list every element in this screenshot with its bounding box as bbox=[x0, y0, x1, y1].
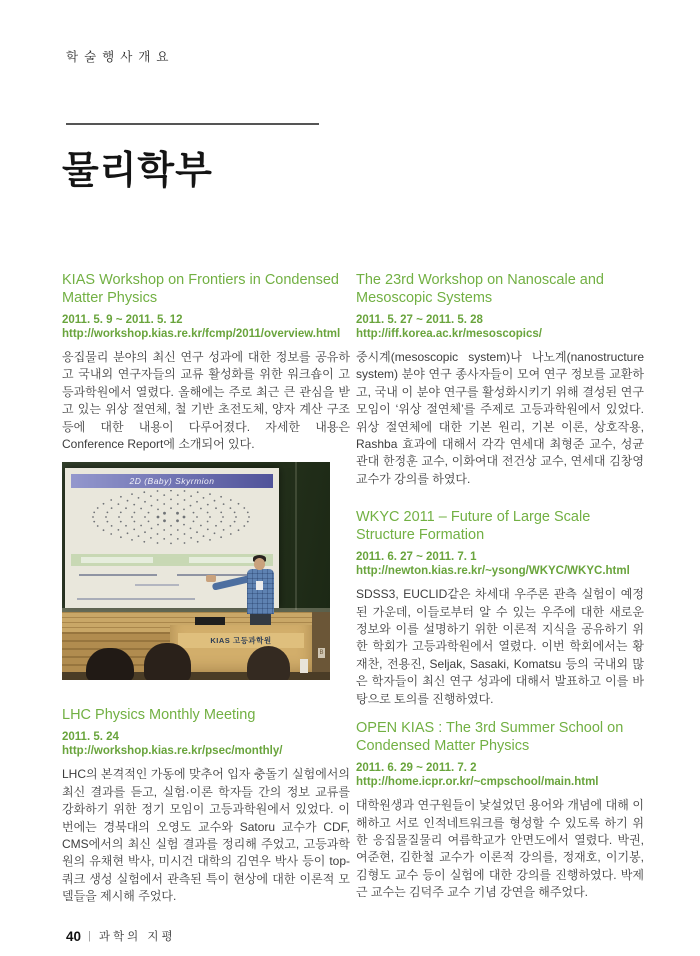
section-title: 물리학부 bbox=[62, 150, 213, 192]
footer-separator: | bbox=[88, 930, 91, 942]
slide-equation-line bbox=[135, 584, 179, 586]
article-url-link[interactable]: http://workshop.kias.re.kr/psec/monthly/ bbox=[62, 745, 283, 758]
audience-head bbox=[247, 646, 290, 680]
audience-head bbox=[86, 648, 134, 680]
article-date: 2011. 6. 27 ~ 2011. 7. 1 bbox=[356, 551, 477, 564]
article-nanoscale-workshop bbox=[356, 271, 644, 488]
slide-equation-line bbox=[79, 574, 157, 576]
speaker-torso bbox=[247, 569, 274, 614]
article-url-link[interactable]: http://newton.kias.re.kr/~ysong/WKYC/WKYC.html bbox=[356, 565, 630, 578]
article-title: The 23rd Workshop on Nanoscale and Mesoscopic Systems bbox=[356, 272, 604, 306]
speaker-hand bbox=[206, 575, 216, 582]
article-date: 2011. 6. 29 ~ 2011. 7. 2 bbox=[356, 762, 477, 775]
article-lhc-meeting bbox=[62, 706, 350, 905]
side-door bbox=[312, 612, 330, 680]
page-footer bbox=[66, 928, 176, 944]
page-number: 40 bbox=[66, 928, 82, 944]
kicker-label: 학술행사개요 bbox=[66, 50, 175, 64]
article-date: 2011. 5. 24 bbox=[62, 731, 119, 744]
divider-rule bbox=[66, 123, 319, 125]
article-date: 2011. 5. 9 ~ 2011. 5. 12 bbox=[62, 314, 183, 326]
slide-title: 2D (Baby) Skyrmion bbox=[129, 476, 215, 487]
article-kias-workshop bbox=[62, 271, 350, 453]
article-date: 2011. 5. 27 ~ 2011. 5. 28 bbox=[356, 314, 483, 326]
article-title: WKYC 2011 – Future of Large Scale Structure Formation bbox=[356, 509, 591, 544]
article-body: 중시계(mesoscopic system)나 나노계(nanostructure system) 분야 연구 종사자들이 모여 연구 정보를 교환하고, 국내 이 분야 연구를 활성화시키기 위해 결성된 연구모임이 ‘위상 절연체’를 주제로 고등과학원에서 있었다. 위상 절연체에 대한 기본 원리, 기본 이론, 상호작용, Rashba 효과에 대해서 각각 연세대 최형준 교수, 성균관대 한정훈 교수, 이화여대 전건상 교수, 연세대 김창영 교수가 강의를 하였다. bbox=[356, 350, 644, 486]
article-body: SDSS3, EUCLID같은 차세대 우주론 관측 실험이 예정된 가운데, 이들로부터 알 수 있는 우주에 대한 새로운 정보와 이를 설명하기 위한 이론적 지식을 공유하기 위한 학회가 고등과학원에서 열렸다. 이번 학회에서는 황재찬, 전용진, Seljak, Sasaki, Komatsu 등의 국내외 많은 학자들이 최신 연구 성과에 대해서 발표하고 이를 바탕으로 토의를 진행하였다. bbox=[356, 587, 644, 706]
slide-title-bar bbox=[71, 474, 273, 488]
slide-bullet-line bbox=[77, 598, 195, 600]
article-body: LHC의 본격적인 가동에 맞추어 입자 충돌기 실험에서의 최신 결과를 듣고, 실험·이론 학자들 간의 정보 교류를 강화하기 위한 정기 모임이 고등과학원에서 있었다. 이번에는 경북대의 오영도 교수와 Satoru 교수가 CDF, CMS에서의 최신 실험 결과를 정리해 주었고, 고등과학원의 유채현 박사, 미시건 대학의 김연우 박사 등이 top-쿼크 생성 실험에서 관측된 특이 현상에 대한 이론적 모델들을 제시해 주었다. bbox=[62, 767, 350, 904]
podium-label: KIAS 고등과학원 bbox=[178, 633, 304, 648]
article-title: OPEN KIAS : The 3rd Summer School on Condensed Matter Physics bbox=[356, 720, 624, 755]
skyrmion-dot-pattern bbox=[83, 490, 259, 546]
lecture-photo bbox=[62, 462, 330, 680]
publication-name: 과학의 지평 bbox=[98, 931, 176, 943]
article-title: KIAS Workshop on Frontiers in Condensed Matter Physics bbox=[62, 272, 339, 306]
right-column bbox=[356, 271, 644, 902]
article-title: LHC Physics Monthly Meeting bbox=[62, 707, 256, 724]
article-wkyc-2011 bbox=[356, 508, 644, 708]
article-body: 대학원생과 연구원들이 낯설었던 용어와 개념에 대해 이해하고 서로 인적네트워크를 형성할 수 있도록 하기 위한 응집물질물리 여름학교가 안면도에서 열렸다. 박권, 여준현, 김한철 교수가 이론적 강의를, 정재호, 이기봉, 김형도 교수 등이 실험에 대한 강의를 진행하였다. 박제근 교수는 김덕주 교수 기념 강연을 해주었다. bbox=[356, 798, 644, 900]
article-url-link[interactable]: http://workshop.kias.re.kr/fcmp/2011/overview.html bbox=[62, 328, 341, 340]
left-column bbox=[62, 271, 350, 906]
article-open-kias-summer-school bbox=[356, 719, 644, 901]
speaker-head bbox=[254, 558, 265, 570]
chalkboard-seam bbox=[295, 462, 297, 610]
door-plate: B bbox=[319, 650, 324, 657]
article-body: 응집물리 분야의 최신 연구 성과에 대한 정보를 공유하고 국내외 연구자들의 교류 활성화를 위한 워크숍이 고등과학원에서 열렸다. 올해에는 주로 최근 큰 관심을 받고 있는 위상 절연체, 철 기반 초전도체, 양자 계산 구조 등에 대한 내용이 다루어졌다. 자세한 내용은 Conference Report에 소개되어 있다. bbox=[62, 350, 350, 452]
speaker-badge bbox=[256, 581, 263, 590]
slide-section-band bbox=[71, 554, 273, 566]
audience-head bbox=[144, 643, 191, 680]
article-url-link[interactable]: http://home.icpr.or.kr/~cmpschool/main.html bbox=[356, 776, 599, 789]
article-url-link[interactable]: http://iff.korea.ac.kr/mesoscopics/ bbox=[356, 328, 542, 340]
cup bbox=[300, 659, 308, 673]
